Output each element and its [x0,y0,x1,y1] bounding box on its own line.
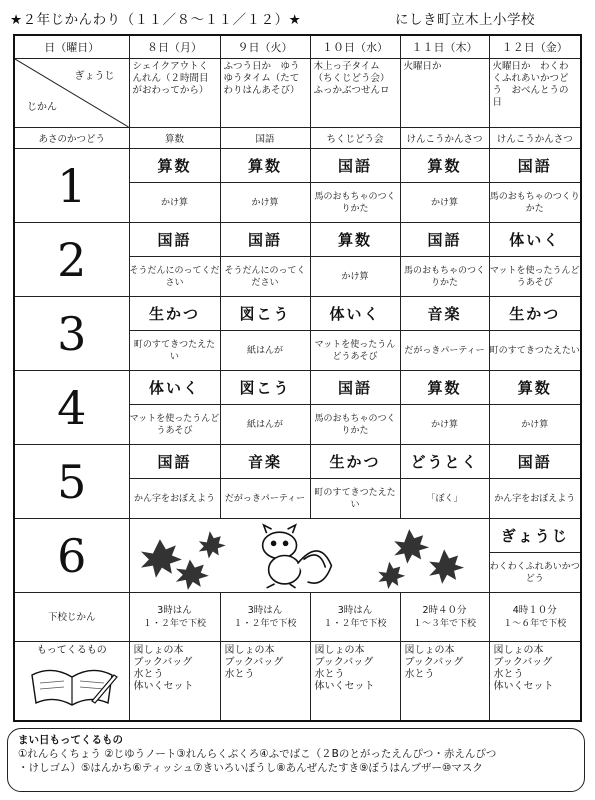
bring-item: 体いくセット [314,681,375,692]
lesson-note: かけ算 [220,183,310,223]
subject-cell: 生かつ [310,445,400,479]
subject-cell: 算数 [489,371,581,405]
bring-label: もってくるもの [36,645,107,656]
daily-items-line: ・けしゴム）⑤はんかち⑥ティッシュ⑦きいろいぼうし⑧あんぜんたすき⑨ぼうはんブザー⑩マスク [18,762,483,774]
bring-item: 水とう [133,669,164,680]
dismissal-grades: １・２年で下校 [142,619,206,629]
subject-cell: 体いく [310,297,400,331]
period-subject-row [14,149,581,183]
dismissal-grades: １・２年で下校 [233,619,297,629]
gyoji-cell: 火曜日か わくわくふれあいかつどう おべんとうの日 [489,59,581,128]
jikan-label: じかん [27,102,57,113]
bring-item: ブックバッグ [224,657,284,668]
page-title: ★２年じかんわり（１１／８〜１１／１２）★ [10,12,302,28]
school-name: にしき町立木上小学校 [395,12,535,28]
gyoji-cell: シェイクアウトくんれん（２時間目がおわってから） [129,59,220,128]
lesson-note: マットを使ったうんどうあそび [129,405,220,445]
dismissal-cell [400,593,489,642]
lesson-note: かけ算 [400,183,489,223]
lesson-note: だがっきパーティー [400,331,489,371]
lesson-note: かけ算 [310,257,400,297]
chipmunk-leaves-illustration [129,519,489,593]
dismissal-cell [310,593,400,642]
bring-item: 図しょの本 [314,645,365,656]
subject-cell: 音楽 [400,297,489,331]
subject-cell: 国語 [489,149,581,183]
period-subject-row [14,223,581,257]
gyoji-cell: 木上っ子タイム（ちくじどう会）ふっかぶつせんロ [310,59,400,128]
day-header: １２日（金） [489,35,581,59]
bring-item: ブックバッグ [404,657,464,668]
bring-items-row [14,642,581,722]
lesson-note: 町のすてきつたえたい [489,331,581,371]
lesson-note: そうだんにのってください [129,257,220,297]
lesson-note: かん字をおぼえよう [489,479,581,519]
lesson-note: マットを使ったうんどうあそび [310,331,400,371]
day-header: １１日（木） [400,35,489,59]
dismissal-cell [220,593,310,642]
lesson-note: かけ算 [489,405,581,445]
period-6-row [14,519,581,553]
bring-item: 水とう [314,669,345,680]
day-header-label: 日（曜日） [14,35,129,59]
bring-item: 体いくセット [493,681,554,692]
bring-item: 体いくセット [133,681,194,692]
lesson-note: 馬のおもちゃのつくりかた [310,405,400,445]
bring-label-cell [14,642,129,722]
illustration-svg [130,519,489,592]
subject-cell: 国語 [489,445,581,479]
subject-cell: 算数 [400,371,489,405]
dismissal-label: 下校じかん [14,593,129,642]
period-subject-row [14,371,581,405]
subject-cell: 算数 [129,149,220,183]
subject-cell: 生かつ [489,297,581,331]
dismissal-cell [489,593,581,642]
bring-item: 図しょの本 [133,645,184,656]
subject-cell: ぎょうじ [489,519,581,553]
morning-activity-cell: けんこうかんさつ [489,128,581,149]
maple-leaf-icon [429,549,464,583]
lesson-note: そうだんにのってください [220,257,310,297]
gyoji-cell: ふつう日か ゆうゆうタイム（たてわりはんあそび） [220,59,310,128]
dismissal-grades: １・２年で下校 [323,619,387,629]
lesson-note: かん字をおぼえよう [129,479,220,519]
daily-items-title: まい日もってくるもの [18,734,123,746]
subject-cell: 国語 [400,223,489,257]
bring-items-cell [400,642,489,722]
maple-leaf-icon [198,531,225,558]
subject-cell: 図こう [220,371,310,405]
bring-items-cell [489,642,581,722]
dismissal-time: 3時はん [157,605,192,616]
period-number: 5 [14,445,129,519]
dismissal-time: 3時はん [337,605,373,616]
maple-leaf-icon [175,560,208,590]
lesson-note: 馬のおもちゃのつくりかた [489,183,581,223]
bring-item: ブックバッグ [314,657,374,668]
morning-activity-cell: 国語 [220,128,310,149]
dismissal-time: 2時４０分 [422,605,467,616]
morning-activity-row [14,128,581,149]
lesson-note: 紙はんが [220,331,310,371]
morning-activity-label: あさのかつどう [14,128,129,149]
subject-cell: 国語 [310,371,400,405]
subject-cell: 国語 [129,223,220,257]
subject-cell: 国語 [310,149,400,183]
gyoji-row [14,59,581,128]
lesson-note: わくわくふれあいかつどう [489,553,581,593]
period-number: 6 [14,519,129,593]
period-subject-row [14,297,581,331]
bring-item: 図しょの本 [224,645,275,656]
bring-item: 図しょの本 [493,645,544,656]
bring-item: 水とう [493,669,524,680]
bring-item: ブックバッグ [493,657,553,668]
day-header: ８日（月） [129,35,220,59]
lesson-note: 「ぼく」 [400,479,489,519]
bring-items-cell [129,642,220,722]
subject-cell: 算数 [310,223,400,257]
maple-leaf-icon [394,529,429,563]
morning-activity-cell: けんこうかんさつ [400,128,489,149]
dismissal-cell [129,593,220,642]
maple-leaf-icon [378,562,405,589]
subject-cell: 音楽 [220,445,310,479]
subject-cell: 体いく [489,223,581,257]
subject-cell: 国語 [220,223,310,257]
lesson-note: マットを使ったうんどうあそび [489,257,581,297]
period-number: 3 [14,297,129,371]
gyoji-label-cell [14,59,129,128]
subject-cell: どうとく [400,445,489,479]
day-header-row [14,35,581,59]
bring-items-cell [310,642,400,722]
bring-item: 水とう [404,669,435,680]
lesson-note: 紙はんが [220,405,310,445]
bring-item: 図しょの本 [404,645,455,656]
page-header [10,8,585,30]
daily-items-line: ①れんらくちょう ②じゆうノート③れんらくぶくろ④ふでばこ（２Bのとがったえんぴつ・赤えんぴつ [18,748,497,760]
gyoji-label: ぎょうじ [74,71,115,82]
dismissal-grades: １〜３年で下校 [412,619,476,629]
daily-items-box [7,728,585,792]
maple-leaf-icon [140,539,181,578]
morning-activity-cell: 算数 [129,128,220,149]
period-number: 1 [14,149,129,223]
lesson-note: かけ算 [129,183,220,223]
lesson-note: かけ算 [400,405,489,445]
open-book-icon [22,661,122,709]
dismissal-grades: １〜６年で下校 [503,619,567,629]
timetable [13,34,582,722]
period-subject-row [14,445,581,479]
day-header: １０日（水） [310,35,400,59]
dismissal-row [14,593,581,642]
dismissal-time: 4時１０分 [512,605,557,616]
lesson-note: 町のすてきつたえたい [310,479,400,519]
bring-item: 水とう [224,669,255,680]
subject-cell: 体いく [129,371,220,405]
lesson-note: 馬のおもちゃのつくりかた [400,257,489,297]
morning-activity-cell: ちくじどう会 [310,128,400,149]
lesson-note: 町のすてきつたえたい [129,331,220,371]
subject-cell: 図こう [220,297,310,331]
bring-items-cell [220,642,310,722]
period-number: 2 [14,223,129,297]
lesson-note: だがっきパーティー [220,479,310,519]
period-number: 4 [14,371,129,445]
subject-cell: 算数 [220,149,310,183]
subject-cell: 算数 [400,149,489,183]
dismissal-time: 3時はん [247,605,283,616]
chipmunk-icon [262,525,331,588]
gyoji-cell: 火曜日か [400,59,489,128]
bring-item: ブックバッグ [133,657,193,668]
day-header: ９日（火） [220,35,310,59]
subject-cell: 国語 [129,445,220,479]
subject-cell: 生かつ [129,297,220,331]
lesson-note: 馬のおもちゃのつくりかた [310,183,400,223]
